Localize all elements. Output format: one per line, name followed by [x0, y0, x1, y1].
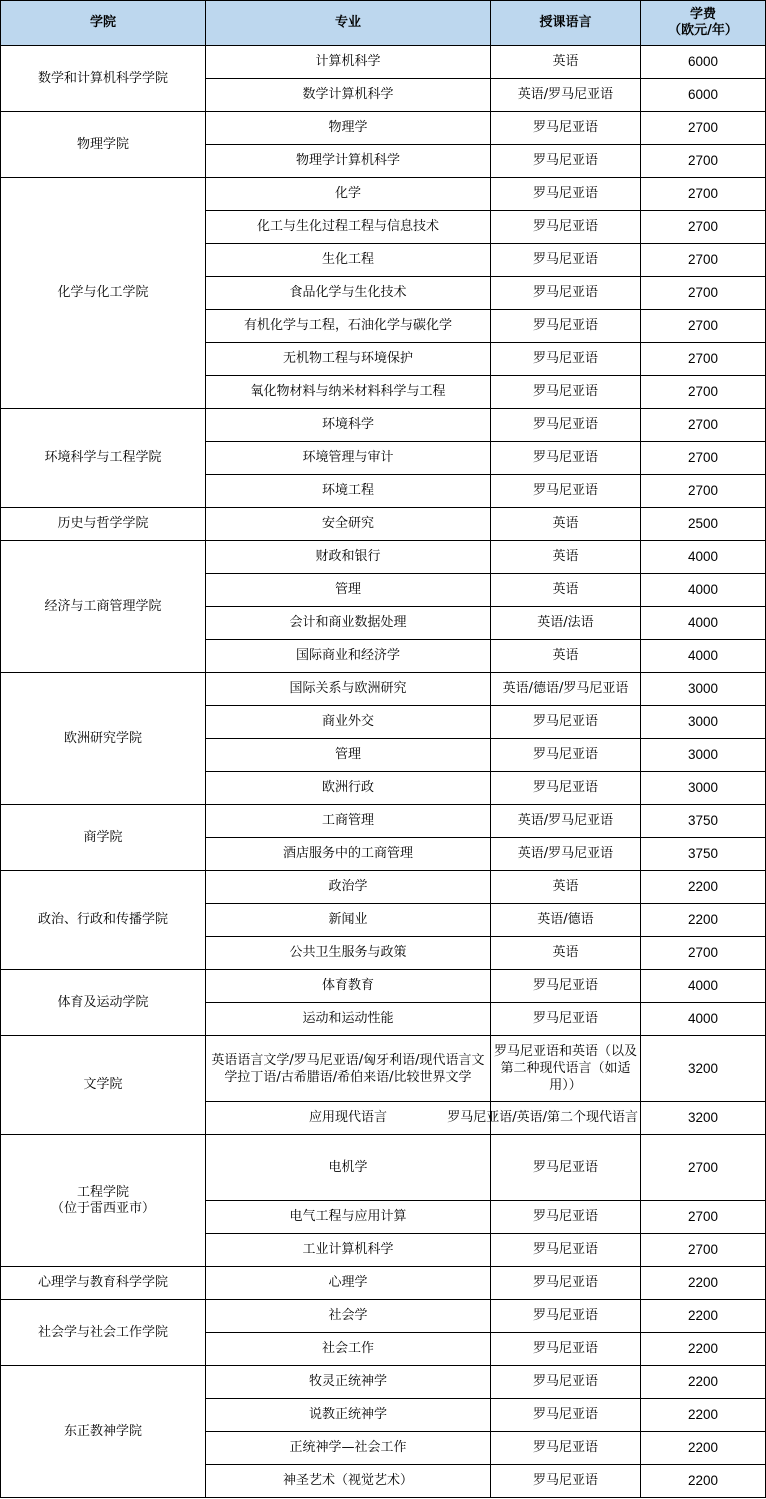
major-cell: 化学	[206, 178, 491, 211]
major-cell: 食品化学与生化技术	[206, 277, 491, 310]
college-name-line2: （位于雷西亚市）	[50, 1200, 155, 1216]
major-cell: 化工与生化过程工程与信息技术	[206, 211, 491, 244]
fee-cell: 2700	[641, 211, 766, 244]
fee-cell: 2700	[641, 937, 766, 970]
major-cell: 公共卫生服务与政策	[206, 937, 491, 970]
fee-cell: 2200	[641, 1267, 766, 1300]
fee-cell: 2700	[641, 178, 766, 211]
fee-cell: 2700	[641, 1135, 766, 1201]
college-name: 政治、行政和传播学院	[1, 871, 206, 970]
language-cell: 罗马尼亚语	[491, 178, 641, 211]
table-row	[1, 46, 766, 79]
language-cell: 罗马尼亚语	[491, 1465, 641, 1498]
major-cell: 财政和银行	[206, 541, 491, 574]
language-cell: 罗马尼亚语	[491, 277, 641, 310]
table-row	[1, 541, 766, 574]
college-name-line1: 工程学院	[76, 1184, 129, 1200]
college-name: 历史与哲学学院	[1, 508, 206, 541]
major-cell: 电气工程与应用计算	[206, 1201, 491, 1234]
language-cell: 英语/德语/罗马尼亚语	[491, 673, 641, 706]
fee-cell: 2700	[641, 310, 766, 343]
college-name: 环境科学与工程学院	[1, 409, 206, 508]
header-college: 学院	[1, 1, 206, 46]
fee-cell: 2700	[641, 244, 766, 277]
major-cell: 神圣艺术（视觉艺术）	[206, 1465, 491, 1498]
header-row	[1, 1, 766, 46]
table-row	[1, 1366, 766, 1399]
major-cell: 社会学	[206, 1300, 491, 1333]
language-cell: 罗马尼亚语	[491, 1135, 641, 1201]
language-cell: 罗马尼亚语	[491, 739, 641, 772]
fee-cell: 6000	[641, 79, 766, 112]
major-cell: 管理	[206, 574, 491, 607]
header-fee-line2: （欧元/年）	[668, 23, 738, 38]
major-cell: 工商管理	[206, 805, 491, 838]
fee-cell: 3000	[641, 739, 766, 772]
major-cell: 正统神学—社会工作	[206, 1432, 491, 1465]
major-cell: 环境管理与审计	[206, 442, 491, 475]
major-cell: 环境科学	[206, 409, 491, 442]
fee-cell: 2700	[641, 277, 766, 310]
language-cell: 罗马尼亚语	[491, 706, 641, 739]
college-name: 文学院	[1, 1036, 206, 1135]
language-cell: 英语	[491, 541, 641, 574]
major-cell: 英语语言文学/罗马尼亚语/匈牙利语/现代语言文学拉丁语/古希腊语/希伯来语/比较世界文学	[206, 1036, 491, 1102]
header-fee	[641, 1, 766, 46]
fee-cell: 2200	[641, 1300, 766, 1333]
major-cell: 有机化学与工程，石油化学与碳化学	[206, 310, 491, 343]
major-cell: 无机物工程与环境保护	[206, 343, 491, 376]
major-cell: 说教正统神学	[206, 1399, 491, 1432]
table-row	[1, 112, 766, 145]
major-cell: 酒店服务中的工商管理	[206, 838, 491, 871]
language-cell: 罗马尼亚语	[491, 310, 641, 343]
language-cell: 罗马尼亚语	[491, 970, 641, 1003]
language-cell: 罗马尼亚语	[491, 145, 641, 178]
table-row	[1, 1267, 766, 1300]
fee-cell: 2700	[641, 475, 766, 508]
language-cell: 英语	[491, 937, 641, 970]
language-cell: 英语	[491, 574, 641, 607]
table-row	[1, 508, 766, 541]
table-row	[1, 871, 766, 904]
language-cell: 英语/法语	[491, 607, 641, 640]
major-cell: 应用现代语言	[206, 1102, 491, 1135]
college-name: 欧洲研究学院	[1, 673, 206, 805]
fee-cell: 2500	[641, 508, 766, 541]
language-cell: 罗马尼亚语	[491, 772, 641, 805]
college-name: 经济与工商管理学院	[1, 541, 206, 673]
table-row	[1, 970, 766, 1003]
fee-cell: 6000	[641, 46, 766, 79]
fee-cell: 4000	[641, 541, 766, 574]
fee-cell: 3750	[641, 805, 766, 838]
fee-cell: 2700	[641, 1234, 766, 1267]
table-row	[1, 805, 766, 838]
fee-cell: 2700	[641, 145, 766, 178]
language-cell: 罗马尼亚语	[491, 475, 641, 508]
college-name: 物理学院	[1, 112, 206, 178]
major-cell: 环境工程	[206, 475, 491, 508]
fee-cell: 4000	[641, 1003, 766, 1036]
major-cell: 数学计算机科学	[206, 79, 491, 112]
major-cell: 政治学	[206, 871, 491, 904]
language-cell: 英语/罗马尼亚语	[491, 838, 641, 871]
language-cell: 罗马尼亚语	[491, 1003, 641, 1036]
fee-cell: 2200	[641, 1432, 766, 1465]
major-cell: 国际商业和经济学	[206, 640, 491, 673]
fee-cell: 3200	[641, 1102, 766, 1135]
fee-cell: 2700	[641, 442, 766, 475]
major-cell: 社会工作	[206, 1333, 491, 1366]
major-cell: 心理学	[206, 1267, 491, 1300]
fee-cell: 2200	[641, 904, 766, 937]
college-name: 东正教神学院	[1, 1366, 206, 1498]
major-cell: 氧化物材料与纳米材料科学与工程	[206, 376, 491, 409]
fee-cell: 3000	[641, 772, 766, 805]
major-cell: 牧灵正统神学	[206, 1366, 491, 1399]
language-cell: 英语/罗马尼亚语	[491, 79, 641, 112]
language-cell: 英语	[491, 46, 641, 79]
language-cell: 罗马尼亚语	[491, 211, 641, 244]
header-fee-line1: 学费	[689, 7, 716, 22]
language-cell: 罗马尼亚语	[491, 376, 641, 409]
language-cell: 英语	[491, 640, 641, 673]
fee-cell: 2700	[641, 1201, 766, 1234]
college-name: 社会学与社会工作学院	[1, 1300, 206, 1366]
language-cell: 英语/德语	[491, 904, 641, 937]
major-cell: 管理	[206, 739, 491, 772]
language-cell: 罗马尼亚语	[491, 1399, 641, 1432]
language-cell: 英语/罗马尼亚语	[491, 805, 641, 838]
fee-cell: 3750	[641, 838, 766, 871]
table-row	[1, 1300, 766, 1333]
major-cell: 运动和运动性能	[206, 1003, 491, 1036]
fee-cell: 2200	[641, 1465, 766, 1498]
fee-cell: 2200	[641, 871, 766, 904]
major-cell: 物理学	[206, 112, 491, 145]
fee-cell: 2200	[641, 1333, 766, 1366]
fee-cell: 3000	[641, 673, 766, 706]
college-name: 心理学与教育科学学院	[1, 1267, 206, 1300]
major-cell: 国际关系与欧洲研究	[206, 673, 491, 706]
language-cell: 罗马尼亚语	[491, 442, 641, 475]
fee-cell: 2200	[641, 1366, 766, 1399]
fee-cell: 2700	[641, 112, 766, 145]
language-cell: 罗马尼亚语	[491, 1201, 641, 1234]
table-row	[1, 1135, 766, 1201]
major-cell: 计算机科学	[206, 46, 491, 79]
table-row	[1, 673, 766, 706]
fee-cell: 4000	[641, 640, 766, 673]
fee-cell: 4000	[641, 574, 766, 607]
fee-cell: 3000	[641, 706, 766, 739]
fee-cell: 2700	[641, 409, 766, 442]
language-cell: 罗马尼亚语	[491, 1432, 641, 1465]
language-cell: 罗马尼亚语	[491, 343, 641, 376]
college-name: 商学院	[1, 805, 206, 871]
college-name: 体育及运动学院	[1, 970, 206, 1036]
table-row	[1, 1036, 766, 1102]
major-cell: 会计和商业数据处理	[206, 607, 491, 640]
major-cell: 工业计算机科学	[206, 1234, 491, 1267]
college-name: 化学与化工学院	[1, 178, 206, 409]
language-cell: 英语	[491, 508, 641, 541]
language-cell: 罗马尼亚语	[491, 1333, 641, 1366]
fee-cell: 4000	[641, 607, 766, 640]
language-cell: 罗马尼亚语	[491, 1366, 641, 1399]
major-cell: 安全研究	[206, 508, 491, 541]
language-cell: 罗马尼亚语	[491, 1267, 641, 1300]
language-cell: 英语	[491, 871, 641, 904]
header-major: 专业	[206, 1, 491, 46]
fee-cell: 2700	[641, 343, 766, 376]
major-cell: 新闻业	[206, 904, 491, 937]
language-cell: 罗马尼亚语	[491, 112, 641, 145]
major-cell: 电机学	[206, 1135, 491, 1201]
major-cell: 物理学计算机科学	[206, 145, 491, 178]
major-cell: 欧洲行政	[206, 772, 491, 805]
table-row	[1, 178, 766, 211]
language-cell: 罗马尼亚语	[491, 1300, 641, 1333]
language-cell: 罗马尼亚语	[491, 244, 641, 277]
language-cell: 罗马尼亚语和英语（以及第二种现代语言（如适用））	[491, 1036, 641, 1102]
table-row	[1, 409, 766, 442]
fee-cell: 3200	[641, 1036, 766, 1102]
major-cell: 体育教育	[206, 970, 491, 1003]
college-name	[1, 1135, 206, 1267]
fee-cell: 2200	[641, 1399, 766, 1432]
language-cell: 罗马尼亚语	[491, 1234, 641, 1267]
language-cell: 罗马尼亚语/英语/第二个现代语言	[491, 1102, 641, 1135]
header-language: 授课语言	[491, 1, 641, 46]
college-name: 数学和计算机科学学院	[1, 46, 206, 112]
fee-cell: 4000	[641, 970, 766, 1003]
fee-cell: 2700	[641, 376, 766, 409]
major-cell: 生化工程	[206, 244, 491, 277]
language-cell: 罗马尼亚语	[491, 409, 641, 442]
major-cell: 商业外交	[206, 706, 491, 739]
